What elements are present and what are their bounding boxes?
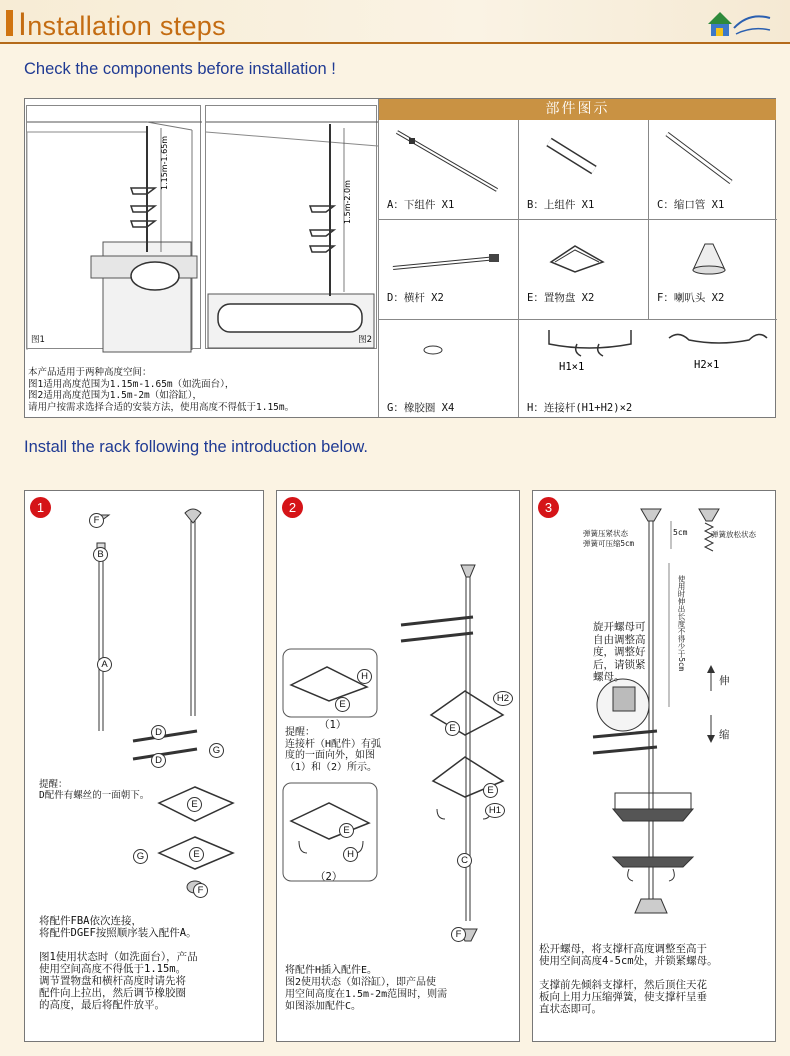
fig2-label: 图2 bbox=[358, 335, 372, 345]
part-d-label: D：横杆 X2 bbox=[387, 292, 444, 304]
part-e bbox=[519, 220, 649, 320]
label-e2: E bbox=[189, 847, 204, 862]
step-1-badge: 1 bbox=[30, 497, 51, 518]
label-f: F bbox=[89, 513, 104, 528]
header-accent bbox=[6, 10, 13, 36]
part-g-label: G：橡胶圈 X4 bbox=[387, 402, 455, 414]
s2-label-f: F bbox=[451, 927, 466, 942]
step-3-vertical-note: 使用时伸出长度不得少于5cm bbox=[677, 575, 686, 672]
part-c-label: C：缩口管 X1 bbox=[657, 199, 725, 211]
label-b: B bbox=[93, 547, 108, 562]
step-3-text-2: 支撑前先倾斜支撑杆，然后顶住天花 板向上用力压缩弹簧，使支撑杆呈垂 直状态即可。 bbox=[539, 979, 707, 1015]
step-2-caption-2: （2） bbox=[315, 871, 343, 883]
brand-logo bbox=[704, 4, 774, 40]
fig1-label: 图1 bbox=[31, 335, 45, 345]
shrink-label: 缩 bbox=[719, 729, 730, 741]
step-3-panel bbox=[532, 490, 776, 1042]
step-3-badge: 3 bbox=[538, 497, 559, 518]
washbasin-illustration bbox=[27, 106, 202, 350]
header-bar bbox=[0, 0, 790, 44]
label-e1: E bbox=[187, 797, 202, 812]
section-title-components: Check the components before installation ! bbox=[24, 60, 336, 78]
height-description: 本产品适用于两种高度空间： 图1适用高度范围为1.15m-1.65m（如洗面台）， 图2适用高度范围为1.5m-2m（如浴缸）， 请用户按需求选择合适的安装方法，使用高度不得低于1.15m。 bbox=[28, 367, 295, 413]
part-h-label: H：连接杆(H1+H2)×2 bbox=[527, 402, 633, 414]
step-1-text-2: 图1使用状态时（如洗面台），产品 使用空间高度不得低于1.15m。 调节置物盘和横杆高度时请先将 配件向上拉出，然后调节橡胶圈 的高度，最后将配件放平。 bbox=[39, 951, 198, 1011]
five-cm-label: 5cm bbox=[673, 528, 688, 537]
step-1-tip: 提醒： D配件有螺丝的一面朝下。 bbox=[39, 779, 150, 801]
part-e-drawing bbox=[519, 220, 649, 320]
spring-relaxed-label: 弹簧放松状态 bbox=[711, 530, 756, 539]
label-g1: G bbox=[209, 743, 224, 758]
part-f-label: F：喇叭头 X2 bbox=[657, 292, 725, 304]
step-3-nut-note: 旋开螺母可 自由调整高 度，调整好 后，请锁紧 螺母。 bbox=[593, 621, 646, 683]
label-a: A bbox=[97, 657, 112, 672]
components-panel bbox=[24, 98, 776, 418]
part-d bbox=[379, 220, 519, 320]
label-d2: D bbox=[151, 753, 166, 768]
step-1-text-1: 将配件FBA依次连接， 将配件DGEF按照顺序装入配件A。 bbox=[39, 915, 197, 939]
part-f-drawing bbox=[649, 220, 777, 320]
figure-1 bbox=[26, 105, 201, 349]
section-title-install: Install the rack following the introduction below. bbox=[24, 438, 368, 456]
part-a bbox=[379, 120, 519, 220]
part-c bbox=[649, 120, 777, 220]
s2-label-h2-part: H2 bbox=[493, 691, 513, 706]
step-2-badge: 2 bbox=[282, 497, 303, 518]
part-g bbox=[379, 320, 519, 417]
s2-label-e3: E bbox=[445, 721, 460, 736]
s2-label-c: C bbox=[457, 853, 472, 868]
step-2-panel bbox=[276, 490, 520, 1042]
s2-label-h1-part: H1 bbox=[485, 803, 505, 818]
s2-label-e: E bbox=[335, 697, 350, 712]
part-e-label: E：置物盘 X2 bbox=[527, 292, 595, 304]
s2-label-h2: H bbox=[343, 847, 358, 862]
label-f2: F bbox=[193, 883, 208, 898]
s2-label-h: H bbox=[357, 669, 372, 684]
parts-diagram-title: 部件图示 bbox=[379, 99, 776, 120]
part-b-label: B：上组件 X1 bbox=[527, 199, 595, 211]
step-1-panel bbox=[24, 490, 264, 1042]
step-3-text-1: 松开螺母，将支撑杆高度调整至高于 使用空间高度4-5cm处，并锁紧螺母。 bbox=[539, 943, 718, 967]
s2-label-e2: E bbox=[339, 823, 354, 838]
parts-diagram bbox=[378, 99, 776, 417]
part-d-drawing bbox=[379, 220, 519, 320]
label-d1: D bbox=[151, 725, 166, 740]
fig2-dimension: 1.5m-2.0m bbox=[343, 180, 352, 224]
step-2-caption-1: （1） bbox=[319, 719, 347, 731]
step-2-text: 将配件H插入配件E。 图2使用状态（如浴缸），即产品使 用空间高度在1.5m-2m范围时，则需 如图添加配件C。 bbox=[285, 965, 448, 1012]
part-h1-label: H1×1 bbox=[559, 361, 585, 373]
part-h2-label: H2×1 bbox=[694, 359, 720, 371]
step-2-tip: 提醒： 连接杆（H配件）有弧 度的一面向外，如图 （1）和（2）所示。 bbox=[285, 727, 382, 773]
bathtub-illustration bbox=[206, 106, 378, 350]
part-b bbox=[519, 120, 649, 220]
page-title: Installation steps bbox=[18, 6, 226, 42]
extend-label: 伸 bbox=[719, 675, 730, 687]
s2-label-e4: E bbox=[483, 783, 498, 798]
fig1-dimension: 1.15m-1.65m bbox=[160, 135, 169, 190]
label-g2: G bbox=[133, 849, 148, 864]
spring-compressed-label: 弹簧压紧状态 弹簧可压缩5cm bbox=[583, 529, 635, 548]
part-h bbox=[519, 320, 777, 417]
part-a-label: A：下组件 X1 bbox=[387, 199, 455, 211]
figure-2 bbox=[205, 105, 377, 349]
part-f bbox=[649, 220, 777, 320]
